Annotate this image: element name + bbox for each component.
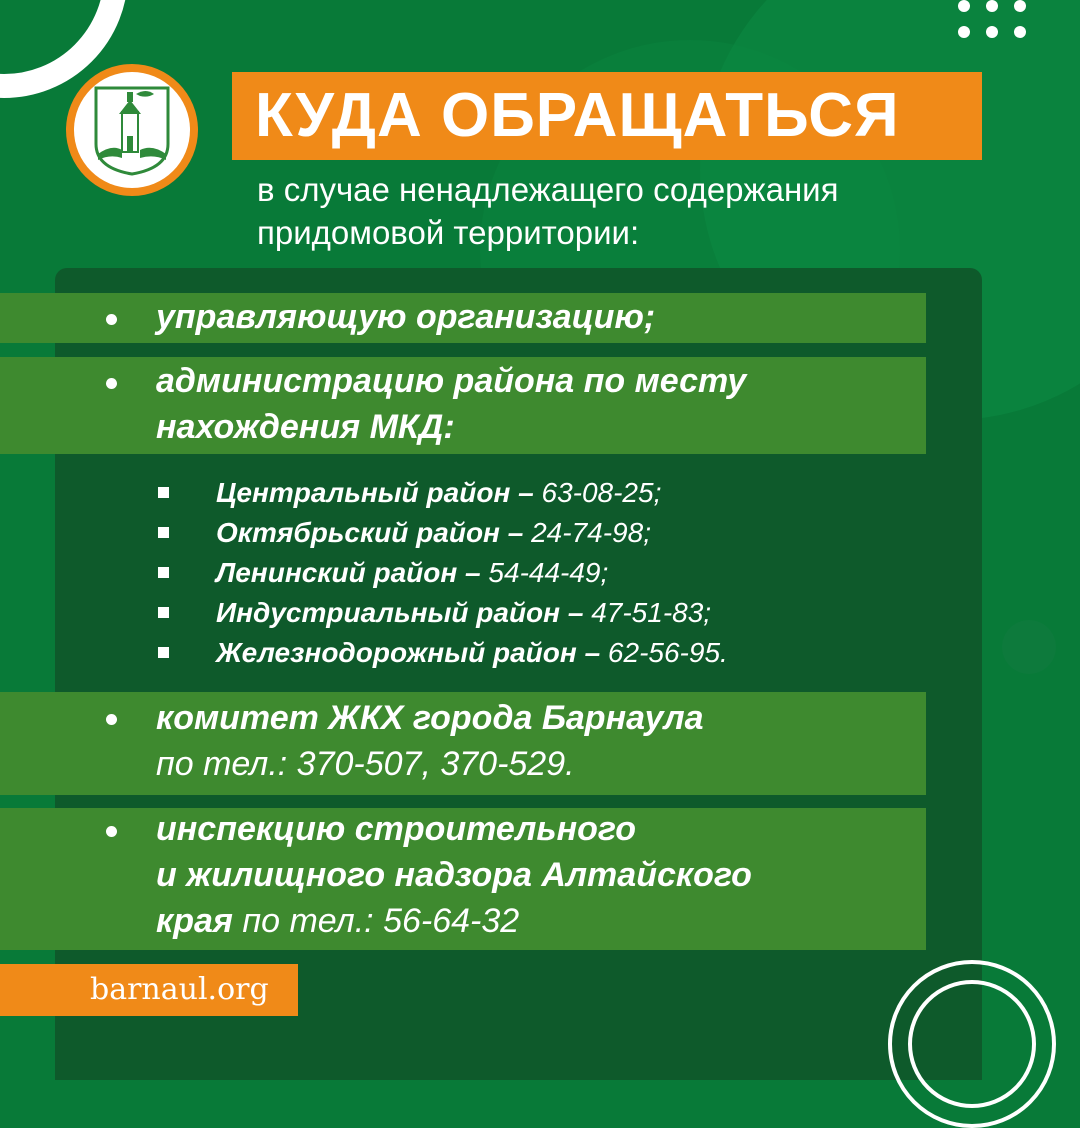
item-label: и жилищного надзора Алтайского	[156, 856, 752, 894]
district-name: Центральный район –	[216, 477, 534, 508]
list-item-text	[156, 695, 916, 787]
district-phone: 63-08-25;	[533, 477, 662, 508]
bullet-icon	[106, 714, 117, 725]
square-bullet-icon	[158, 567, 169, 578]
district-item	[216, 515, 856, 551]
bullet-icon	[106, 378, 117, 389]
district-item	[216, 475, 856, 511]
district-name: Октябрьский район –	[216, 517, 524, 548]
list-item-text	[156, 294, 916, 340]
item-label: инспекцию строительного	[156, 810, 636, 848]
square-bullet-icon	[158, 487, 169, 498]
item-label: края	[156, 902, 233, 940]
square-bullet-icon	[158, 607, 169, 618]
district-phone: 54-44-49;	[480, 557, 609, 588]
decorative-ring	[908, 980, 1036, 1108]
item-label: комитет ЖКХ города Барнаула	[156, 699, 704, 737]
district-phone: 47-51-83;	[583, 597, 712, 628]
district-item	[216, 555, 856, 591]
page-title: КУДА ОБРАЩАТЬСЯ	[255, 81, 900, 150]
district-phone: 62-56-95.	[600, 637, 728, 668]
item-phone: по тел.: 56-64-32	[232, 902, 520, 940]
item-label: администрацию района по месту	[156, 362, 747, 400]
list-item-text	[156, 358, 916, 450]
page-subtitle	[257, 168, 1017, 254]
item-label: нахождения МКД:	[156, 408, 455, 446]
decorative-circle	[1002, 620, 1056, 674]
item-label: управляющую организацию;	[156, 298, 656, 336]
square-bullet-icon	[158, 527, 169, 538]
subtitle-line: в случае ненадлежащего содержания	[257, 171, 839, 208]
city-emblem-logo	[66, 64, 198, 196]
bullet-icon	[106, 314, 117, 325]
website-link[interactable]: barnaul.org	[90, 972, 269, 1007]
decorative-dots	[958, 0, 1038, 40]
list-item-text	[156, 806, 916, 944]
district-name: Железнодорожный район –	[216, 637, 601, 668]
coat-of-arms-icon	[92, 84, 172, 176]
square-bullet-icon	[158, 647, 169, 658]
district-phone: 24-74-98;	[523, 517, 651, 548]
district-item	[216, 595, 856, 631]
district-item	[216, 635, 856, 671]
district-name: Индустриальный район –	[216, 597, 584, 628]
bullet-icon	[106, 826, 117, 837]
district-name: Ленинский район –	[216, 557, 481, 588]
subtitle-line: придомовой территории:	[257, 214, 640, 251]
item-phone: по тел.: 370-507, 370-529.	[156, 745, 575, 783]
